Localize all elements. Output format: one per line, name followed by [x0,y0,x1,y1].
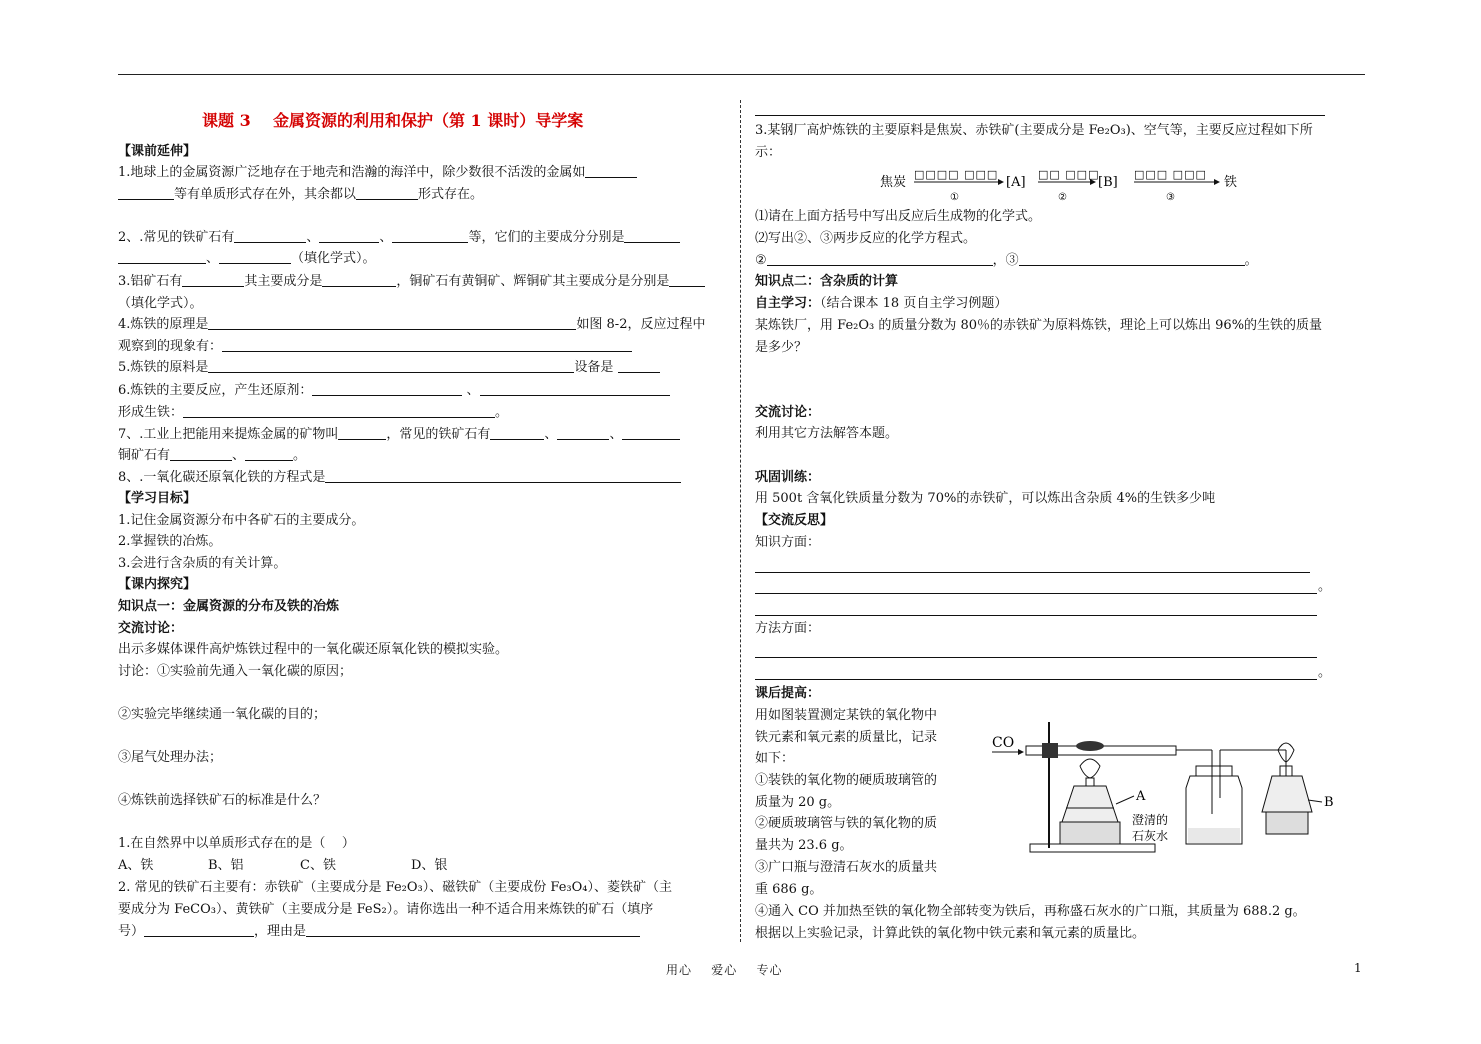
question-1-line-2: 等有单质形式存在外，其余都以 形式存在。 [118,186,483,204]
answer-blank[interactable] [208,359,574,373]
flow-product-b: [B] [1098,175,1118,190]
question-r3-sub-2: ⑵写出②、③两步反应的化学方程式。 [755,231,977,246]
question-7-line-2: 铜矿石有 、 。 [118,448,307,463]
flow-coke: 焦炭 [880,175,907,190]
question-r3-line-2: 示： [755,145,782,160]
problem-text-7: 量共为 23.6 g。 [755,838,853,853]
answer-blank[interactable] [767,252,993,266]
burner-a-label: A [1136,789,1146,804]
question-1-line-1: 1.地球上的金属资源广泛地存在于地壳和浩瀚的海洋中，除少数很不活泼的金属如 [118,164,637,182]
question-r3-answer: ② ，③ 。 [755,253,1258,268]
flow-iron: 铁 [1224,175,1238,190]
discussion-3: ③尾气处理办法； [118,750,223,765]
section-explore: 【课内探究】 [118,577,197,592]
answer-blank[interactable] [118,250,206,264]
question-3-line-1: 3.铝矿石有 其主要成分是 ，铜矿石有黄铜矿、辉铜矿其主要成分是分别是 [118,273,705,291]
problem-text-11: 根据以上实验记录，计算此铁的氧化物中铁元素和氧元素的质量比。 [755,926,1146,941]
problem-text-6: ②硬质玻璃管与铁的氧化物的质 [755,816,938,831]
problem-text-10: ④通入 CO 并加热至铁的氧化物全部转变为铁后，再称盛石灰水的广口瓶，其质量为 688.2 g。 [755,904,1306,919]
question-r3-sub-1: ⑴请在上面方括号中写出反应后生成物的化学式。 [755,209,1042,224]
multimedia-instruction: 出示多媒体课件高炉炼铁过程中的一氧化碳还原氧化铁的模拟实验。 [118,642,509,657]
svg-text:□□□ □□□: □□□ □□□ [1134,168,1207,181]
answer-blank[interactable] [585,164,637,178]
question-r3-line-1: 3.某钢厂高炉炼铁的主要原料是焦炭、赤铁矿(主要成分是 Fe₂O₃)、空气等，主要反应过程如下所 [755,123,1313,138]
svg-text:□□ □□□: □□ □□□ [1038,168,1100,181]
problem-text-8: ③广口瓶与澄清石灰水的质量共 [755,860,938,875]
problem-text-4: ①装铁的氧化物的硬质玻璃管的 [755,773,938,788]
discussion-2: ②实验完毕继续通一氧化碳的目的； [118,707,327,722]
method-answer-line-1[interactable] [755,657,1317,658]
calc-problem-line-2: 是多少？ [755,340,808,355]
method-aspect-label: 方法方面： [755,621,821,636]
knowledge-aspect-label: 知识方面： [755,535,821,550]
answer-blank[interactable] [319,229,379,243]
question-5: 5.炼铁的原料是 设备是 [118,359,660,377]
page-title: 课题 3 金属资源的利用和保护（第 1 课时）导学案 [202,111,584,130]
reflection-heading: 【交流反思】 [755,513,834,528]
answer-blank[interactable] [618,359,660,373]
knowledge-answer-line-2[interactable] [755,593,1317,594]
answer-blank[interactable] [170,447,232,461]
reaction-flow-diagram [870,164,1250,204]
period-mark: 。 [1318,579,1332,594]
goal-3: 3.会进行含杂质的有关计算。 [118,556,287,571]
knowledge-point-2: 知识点二：含杂质的计算 [755,274,899,289]
section-goals: 【学习目标】 [118,491,197,506]
answer-blank[interactable] [306,923,640,937]
exercise-2-line-1: 2. 常见的铁矿石主要有：赤铁矿（主要成分是 Fe₂O₃）、磁铁矿（主要成份 Fe₃O₄）、菱铁矿（主 [118,880,672,895]
calc-problem-line-1: 某炼铁厂，用 Fe₂O₃ 的质量分数为 80％的赤铁矿为原料炼铁，理论上可以炼出 96%的生铁的质量 [755,318,1323,333]
method-answer-line-2[interactable] [755,679,1317,680]
footer-motto: 用心 爱心 专心 [666,963,783,977]
exercise-2-line-2: 要成分为 FeCO₃）、黄铁矿（主要成分是 FeS₂）。请你选出一种不适合用来炼铁的矿石（填序 [118,902,654,917]
flow-step-1: ① [950,192,959,203]
flow-step-2: ② [1058,192,1067,203]
answer-blank[interactable] [338,426,386,440]
problem-text-2: 铁元素和氧元素的质量比，记录 [755,730,938,745]
answer-blank[interactable] [245,447,293,461]
answer-blank[interactable] [392,229,468,243]
question-4-line-1: 4.炼铁的原理是 如图 8-2，反应过程中 [118,317,706,332]
discussion-1: 讨论：①实验前先通入一氧化碳的原因； [118,664,353,679]
question-6-line-2: 形成生铁： 。 [118,405,509,420]
question-2-line-2: 、 （填化学式）。 [118,250,376,268]
limewater-label-1: 澄清的 [1132,813,1169,827]
exercise-1-option-b[interactable]: B、铝 [208,858,244,873]
exercise-2-line-3: 号） ，理由是 [118,923,640,941]
discussion-4: ④炼铁前选择铁矿石的标准是什么？ [118,793,327,808]
answer-blank[interactable] [669,273,705,287]
answer-blank[interactable] [312,382,462,396]
answer-blank[interactable] [1019,252,1245,266]
discussion-text: 利用其它方法解答本题。 [755,426,899,441]
section-pre-class: 【课前延伸】 [118,144,197,159]
column-divider [740,100,741,942]
svg-text:□□□□ □□□: □□□□ □□□ [914,168,999,181]
answer-blank[interactable] [234,229,306,243]
question-8: 8、.一氧化碳还原氧化铁的方程式是 [118,469,681,487]
exercise-1-option-a[interactable]: A、铁 [118,858,154,873]
answer-blank[interactable] [322,273,396,287]
answer-blank[interactable] [144,923,254,937]
burner-b-label: B [1324,795,1334,810]
exercise-1-option-d[interactable]: D、银 [411,858,448,873]
limewater-label-2: 石灰水 [1132,829,1169,843]
exercise-1: 1.在自然界中以单质形式存在的是（ ） [118,836,355,851]
answer-blank[interactable] [356,186,418,200]
apparatus-figure [990,716,1350,860]
page-number: 1 [1354,961,1362,975]
header-rule [118,74,1365,75]
answer-blank[interactable] [219,250,291,264]
discussion-heading-2: 交流讨论： [755,405,821,420]
problem-text-9: 重 686 g。 [755,882,823,897]
after-class-heading: 课后提高： [755,686,821,701]
consolidation-text: 用 500t 含氧化铁质量分数为 70%的赤铁矿，可以炼出含杂质 4%的生铁多少吨 [755,491,1216,506]
question-4-line-2: 观察到的现象有： [118,338,632,356]
consolidation-heading: 巩固训练： [755,470,821,485]
question-6-line-1: 6.炼铁的主要反应，产生还原剂： 、 [118,382,670,400]
answer-blank[interactable] [557,426,609,440]
answer-blank[interactable] [222,338,632,352]
discussion-heading: 交流讨论： [118,621,184,636]
answer-blank[interactable] [183,404,495,418]
question-2-line-1: 2、.常见的铁矿石有 、 、 等，它们的主要成分分别是 [118,229,680,247]
problem-text-1: 用如图装置测定某铁的氧化物中 [755,708,938,723]
period-mark: 。 [1318,665,1332,680]
answer-blank[interactable] [480,382,670,396]
question-3-line-2: （填化学式）。 [118,296,203,311]
knowledge-answer-line-3[interactable] [755,615,1317,616]
knowledge-point-1: 知识点一：金属资源的分布及铁的冶炼 [118,599,340,614]
answer-line[interactable] [755,115,1325,116]
answer-blank[interactable] [325,469,681,483]
answer-blank[interactable] [182,273,244,287]
problem-text-3: 如下： [755,751,795,766]
answer-blank[interactable] [624,229,680,243]
goal-1: 1.记住金属资源分布中各矿石的主要成分。 [118,513,365,528]
flow-step-3: ③ [1166,192,1175,203]
knowledge-answer-line-1[interactable] [755,572,1310,573]
answer-blank[interactable] [208,316,576,330]
answer-blank[interactable] [622,426,680,440]
co-label: CO [992,735,1015,751]
answer-blank[interactable] [490,426,544,440]
question-7-line-1: 7、.工业上把能用来提炼金属的矿物叫 ，常见的铁矿石有 、 、 [118,426,680,444]
goal-2: 2.掌握铁的冶炼。 [118,534,222,549]
flow-product-a: [A] [1006,175,1026,190]
self-study: 自主学习：（结合课本 18 页自主学习例题） [755,296,1008,311]
answer-blank[interactable] [118,186,174,200]
problem-text-5: 质量为 20 g。 [755,795,841,810]
exercise-1-option-c[interactable]: C、铁 [300,858,336,873]
